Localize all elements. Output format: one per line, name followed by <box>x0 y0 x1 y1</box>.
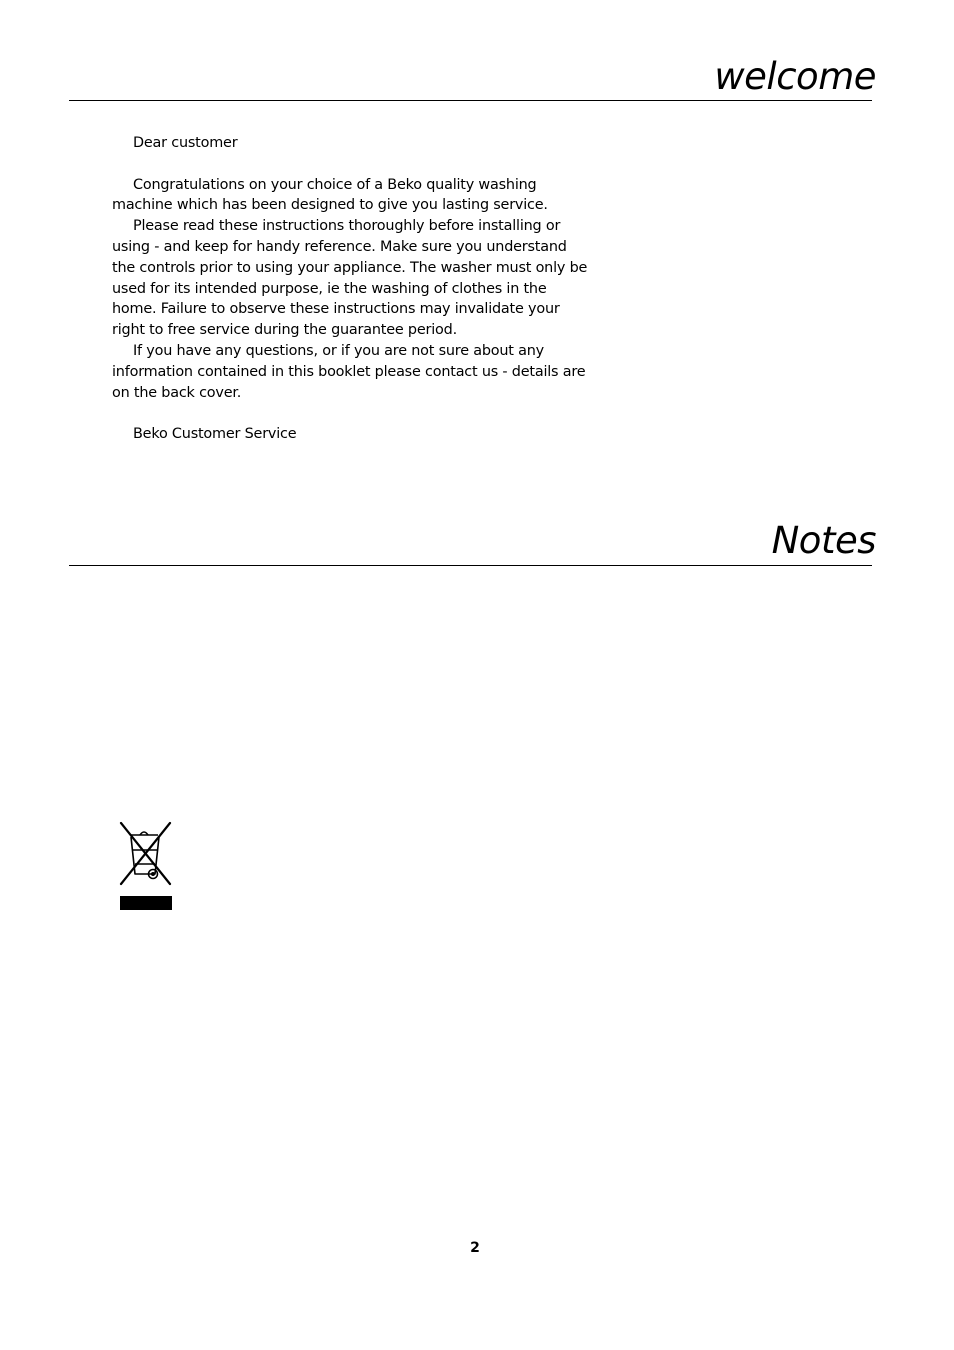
welcome-title: welcome <box>714 55 876 98</box>
notes-title: Notes <box>771 519 876 562</box>
paragraph-congratulations: Congratulations on your choice of a Beko quality washing machine which has been designed to give you lasting service. <box>112 176 548 214</box>
notes-divider <box>69 565 872 566</box>
paragraph-questions: If you have any questions, or if you are not sure about any information contained in this booklet please contact us - details are on the back cover. <box>112 342 586 401</box>
signature: Beko Customer Service <box>133 426 297 443</box>
welcome-divider <box>69 100 872 101</box>
page-number: 2 <box>470 1240 480 1256</box>
paragraph-instructions: Please read these instructions thoroughly before installing or using - and keep for handy reference. Make sure you understand the controls prior to using your appliance. The washer must only be used for its intended purpose, ie the washing of clothes in the home. Failure to observe these instructions may invalidate your right to free service during the guarantee period. <box>112 218 588 339</box>
salutation: Dear customer <box>133 135 238 151</box>
crossed-out-wheelie-bin-icon <box>118 820 174 912</box>
welcome-letter <box>112 133 592 445</box>
